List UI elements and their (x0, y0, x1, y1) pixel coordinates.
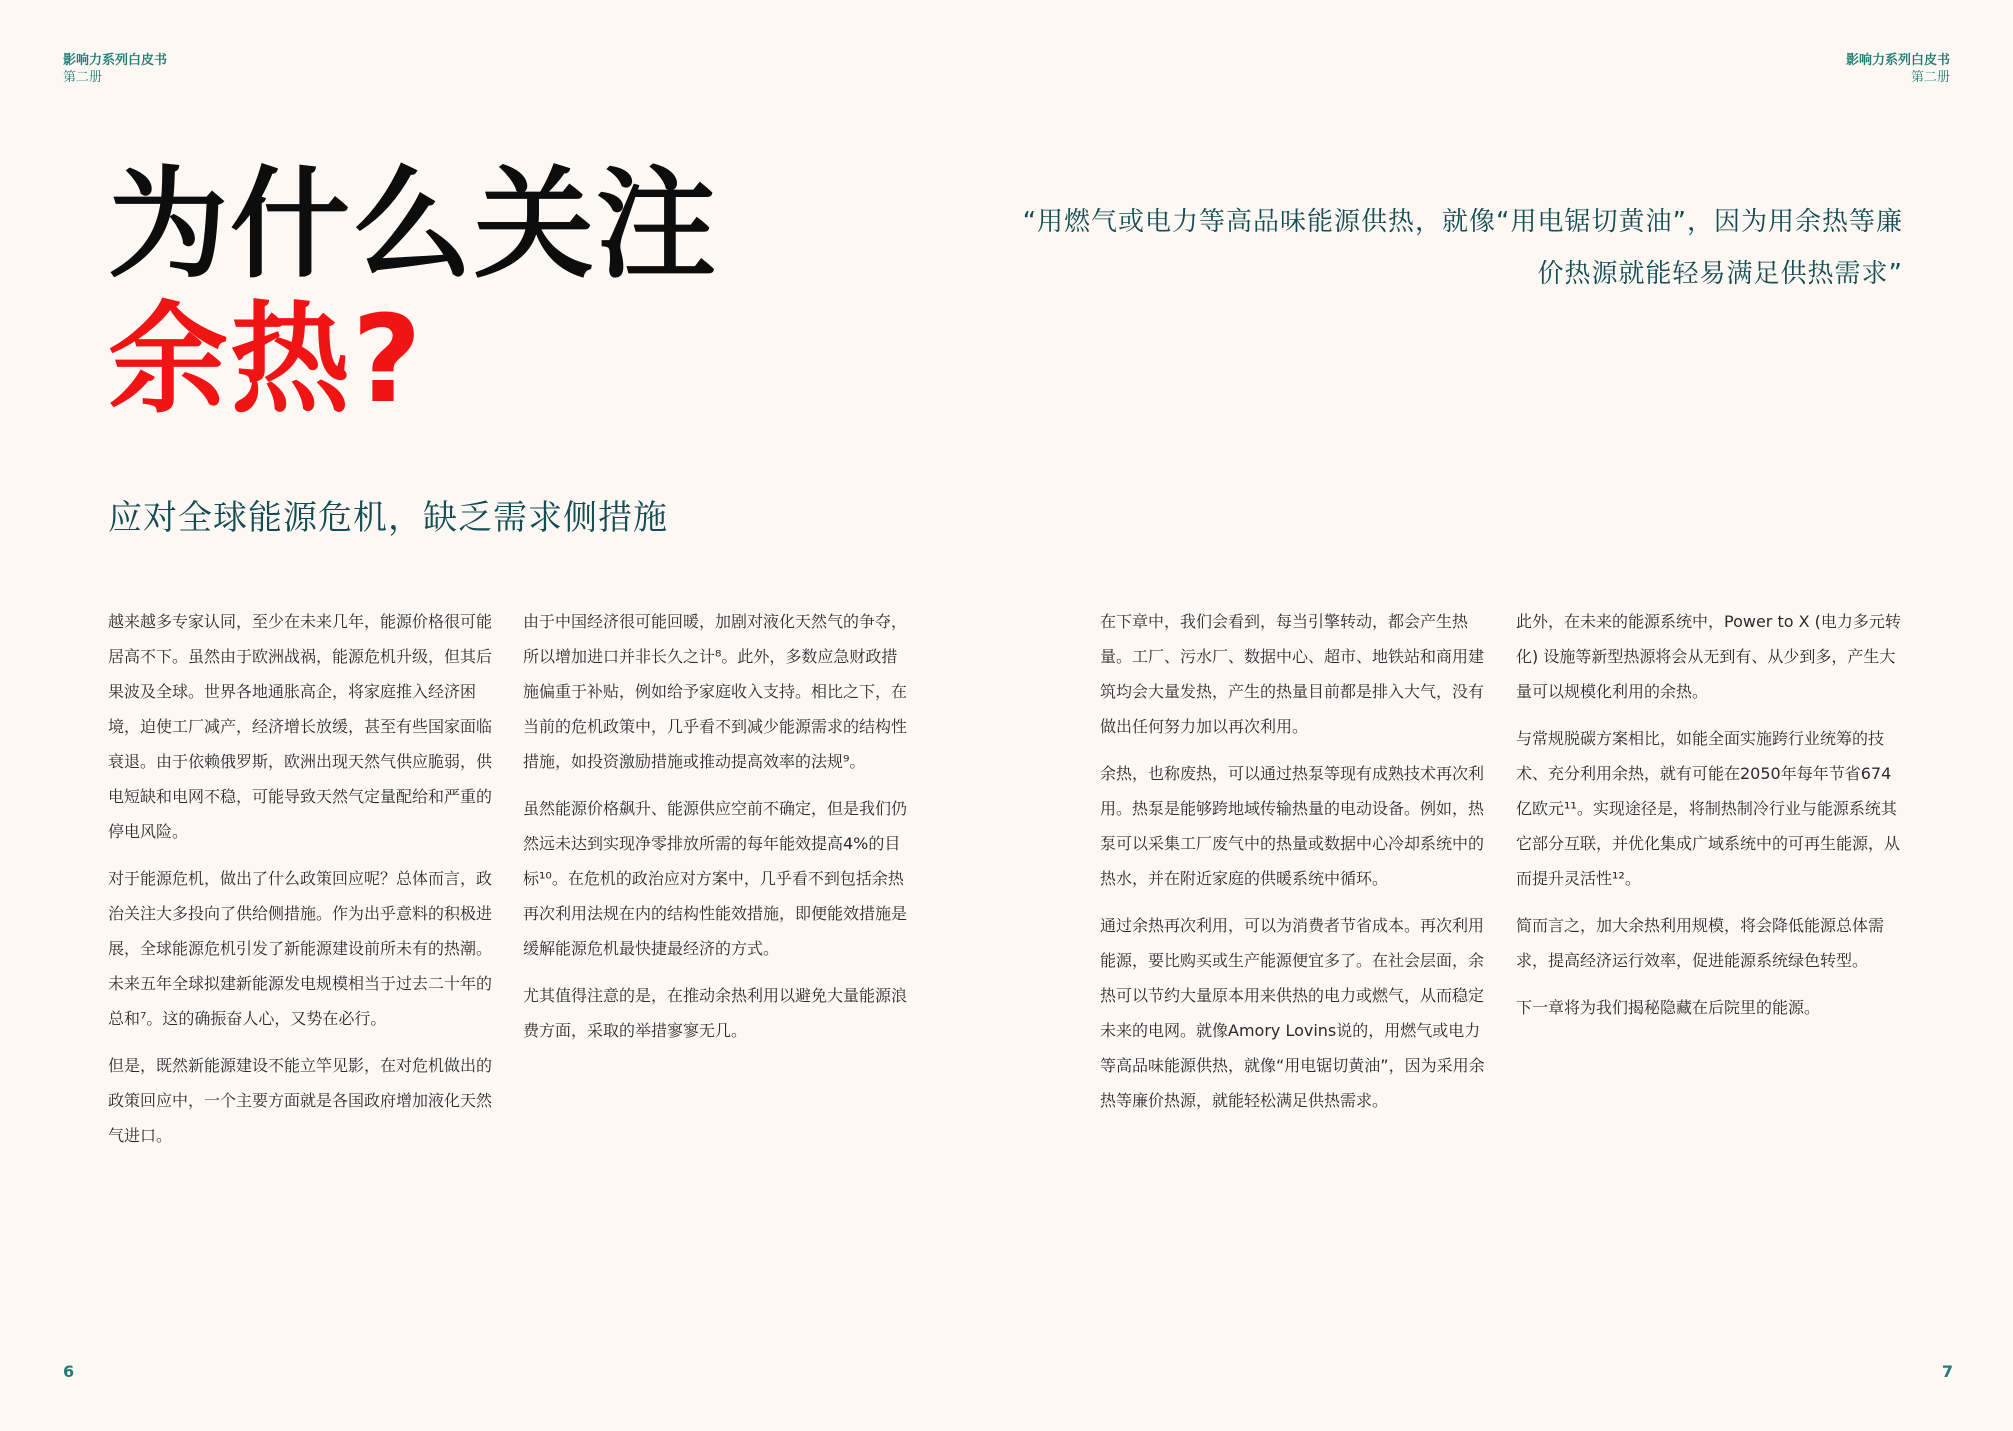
pull-quote: “用燃气或电力等高品味能源供热，就像“用电锯切黄油”，因为用余热等廉价热源就能轻易满足供热需求” (1022, 207, 1903, 289)
paragraph: 对于能源危机，做出了什么政策回应呢？总体而言，政治关注大多投向了供给侧措施。作为出乎意料的积极进展，全球能源危机引发了新能源建设前所未有的热潮。未来五年全球拟建新能源发电规模相当于过去二十年的总和⁷。这的确振奋人心，又势在必行。 (108, 869, 493, 1028)
paragraph: 与常规脱碳方案相比，如能全面实施跨行业统筹的技术、充分利用余热，就有可能在2050年每年节省674亿欧元¹¹。实现途径是，将制热制冷行业与能源系统其它部分互联，并优化集成广域系统中的可再生能源，从而提升灵活性¹²。 (1516, 729, 1901, 888)
page-number-left: 6 (63, 1362, 75, 1381)
section-subtitle: 应对全球能源危机，缺乏需求侧措施 (108, 498, 668, 538)
paragraph: 尤其值得注意的是，在推动余热利用以避免大量能源浪费方面，采取的举措寥寥无几。 (523, 986, 908, 1040)
page-title (108, 158, 718, 428)
running-header-right (1846, 52, 1950, 86)
title-line-1: 为什么关注 (108, 156, 718, 295)
paragraph: 余热，也称废热，可以通过热泵等现有成熟技术再次利用。热泵是能够跨地域传输热量的电动设备。例如，热泵可以采集工厂废气中的热量或数据中心冷却系统中的热水，并在附近家庭的供暖系统中循环。 (1100, 764, 1485, 888)
title-line-2: 余热? (108, 291, 424, 430)
paragraph: 越来越多专家认同，至少在未来几年，能源价格很可能居高不下。虽然由于欧洲战祸，能源危机升级，但其后果波及全球。世界各地通胀高企，将家庭推入经济困境，迫使工厂减产，经济增长放缓，甚至有些国家面临衰退。由于依赖俄罗斯，欧洲出现天然气供应脆弱，供电短缺和电网不稳，可能导致天然气定量配给和严重的停电风险。 (108, 612, 493, 841)
paragraph: 下一章将为我们揭秘隐藏在后院里的能源。 (1516, 998, 1821, 1017)
page-number-right: 7 (1941, 1362, 1953, 1381)
paragraph: 简而言之，加大余热利用规模，将会降低能源总体需求，提高经济运行效率，促进能源系统绿色转型。 (1516, 916, 1885, 970)
text-column-3 (1100, 604, 1488, 1130)
paragraph: 通过余热再次利用，可以为消费者节省成本。再次利用能源，要比购买或生产能源便宜多了。在社会层面，余热可以节约大量原本用来供热的电力或燃气，从而稳定未来的电网。就像Amory Lovins说的，用燃气或电力等高品味能源供热，就像“用电锯切黄油”，因为采用余热等廉价热源，就能轻松满足供热需求。 (1100, 916, 1485, 1110)
text-column-1 (108, 604, 496, 1165)
paragraph: 但是，既然新能源建设不能立竿见影，在对危机做出的政策回应中，一个主要方面就是各国政府增加液化天然气进口。 (108, 1056, 493, 1145)
paragraph: 虽然能源价格飙升、能源供应空前不确定，但是我们仍然远未达到实现净零排放所需的每年能效提高4%的目标¹⁰。在危机的政治应对方案中，几乎看不到包括余热再次利用法规在内的结构性能效措施，即便能效措施是缓解能源危机最快捷最经济的方式。 (523, 799, 908, 958)
header-volume: 第二册 (63, 70, 103, 85)
paragraph: 此外，在未来的能源系统中，Power to X (电力多元转化) 设施等新型热源将会从无到有、从少到多，产生大量可以规模化利用的余热。 (1516, 612, 1901, 701)
paragraph: 由于中国经济很可能回暖，加剧对液化天然气的争夺，所以增加进口并非长久之计⁸。此外，多数应急财政措施偏重于补贴，例如给予家庭收入支持。相比之下，在当前的危机政策中，几乎看不到减少能源需求的结构性措施，如投资激励措施或推动提高效率的法规⁹。 (523, 612, 908, 771)
header-series-title: 影响力系列白皮书 (1845, 53, 1950, 68)
header-series-title: 影响力系列白皮书 (63, 53, 168, 68)
text-column-4 (1516, 604, 1904, 1037)
text-column-2 (523, 604, 911, 1060)
paragraph: 在下章中，我们会看到，每当引擎转动，都会产生热量。工厂、污水厂、数据中心、超市、地铁站和商用建筑均会大量发热，产生的热量目前都是排入大气，没有做出任何努力加以再次利用。 (1100, 612, 1485, 736)
header-volume: 第二册 (1910, 70, 1950, 85)
running-header-left (63, 52, 167, 86)
